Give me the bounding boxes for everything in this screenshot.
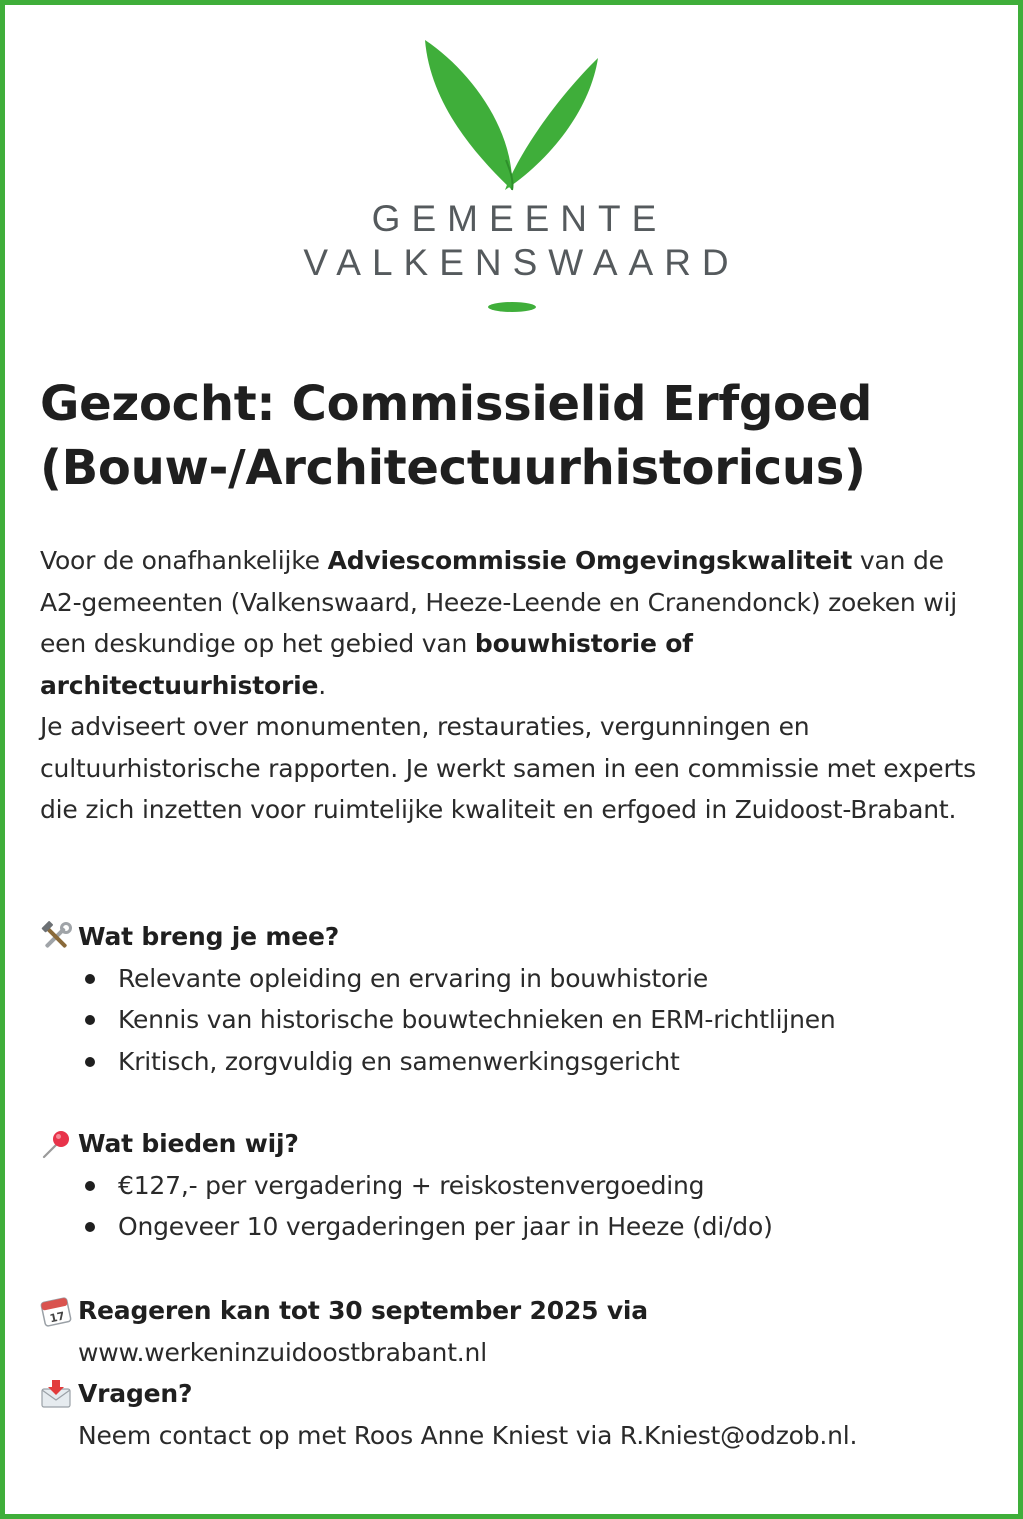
list-item: Kritisch, zorgvuldig en samenwerkingsgericht — [40, 1041, 990, 1083]
requirements-list — [40, 958, 990, 1083]
application-url[interactable]: www.werkeninzuidoostbrabant.nl — [78, 1337, 487, 1367]
questions-heading-text: Vragen? — [78, 1379, 193, 1408]
requirements-heading-text: Wat breng je mee? — [78, 922, 340, 951]
contact-text: Neem contact op met Roos Anne Kniest via R.Kniest@odzob.nl. — [78, 1420, 858, 1450]
title-line-1: Gezocht: Commissielid Erfgoed — [40, 376, 873, 432]
intro-text-middle: van de A2-gemeenten (Valkenswaard, Heeze-Leende en Cranendonck) zoeken wij een deskundige op het gebied van — [40, 546, 958, 658]
intro-text-end: . — [318, 670, 326, 700]
intro-expertise: bouwhistorie of architectuurhistorie — [40, 629, 693, 700]
list-item: Relevante opleiding en ervaring in bouwhistorie — [40, 958, 990, 1000]
list-item: Kennis van historische bouwtechnieken en ERM-richtlijnen — [40, 999, 990, 1041]
intro-text-start: Voor de onafhankelijke — [40, 546, 328, 575]
pushpin-icon — [40, 1128, 72, 1160]
respond-heading-text: Reageren kan tot 30 september 2025 via — [78, 1296, 648, 1325]
envelope-arrow-icon — [40, 1378, 72, 1410]
questions-section — [40, 1373, 990, 1456]
offer-list — [40, 1165, 990, 1248]
offer-heading — [40, 1123, 990, 1165]
logo-text-valkenswaard: VALKENSWAARD — [303, 242, 740, 283]
list-item: €127,- per vergadering + reiskostenvergoeding — [40, 1165, 990, 1207]
list-item: Ongeveer 10 vergaderingen per jaar in Heeze (di/do) — [40, 1206, 990, 1248]
intro-committee-name: Adviescommissie Omgevingskwaliteit — [327, 546, 853, 575]
municipality-logo — [0, 0, 1023, 330]
intro-text — [40, 540, 980, 831]
offer-heading-text: Wat bieden wij? — [78, 1129, 299, 1158]
title-line-2: (Bouw-/Architectuurhistoricus) — [40, 440, 866, 496]
requirements-heading — [40, 916, 990, 958]
requirements-section — [40, 916, 990, 1082]
hammer-and-wrench-icon — [40, 921, 72, 953]
questions-heading — [40, 1373, 990, 1415]
logo-text-gemeente: GEMEENTE — [371, 198, 668, 239]
intro-paragraph-2: Je adviseert over monumenten, restauraties, vergunningen en cultuurhistorische rapporten. Je werkt samen in een commissie met experts die zich inzetten voor ruimtelijke kwaliteit en erfgoed in Zuidoost-Brabant. — [40, 712, 976, 824]
respond-heading — [40, 1290, 990, 1332]
offer-section — [40, 1123, 990, 1248]
page-title — [40, 372, 990, 500]
calendar-icon — [40, 1295, 72, 1327]
calendar-day-label: 17 — [48, 1309, 66, 1326]
intro-paragraph-1 — [40, 540, 980, 706]
respond-section — [40, 1290, 990, 1373]
